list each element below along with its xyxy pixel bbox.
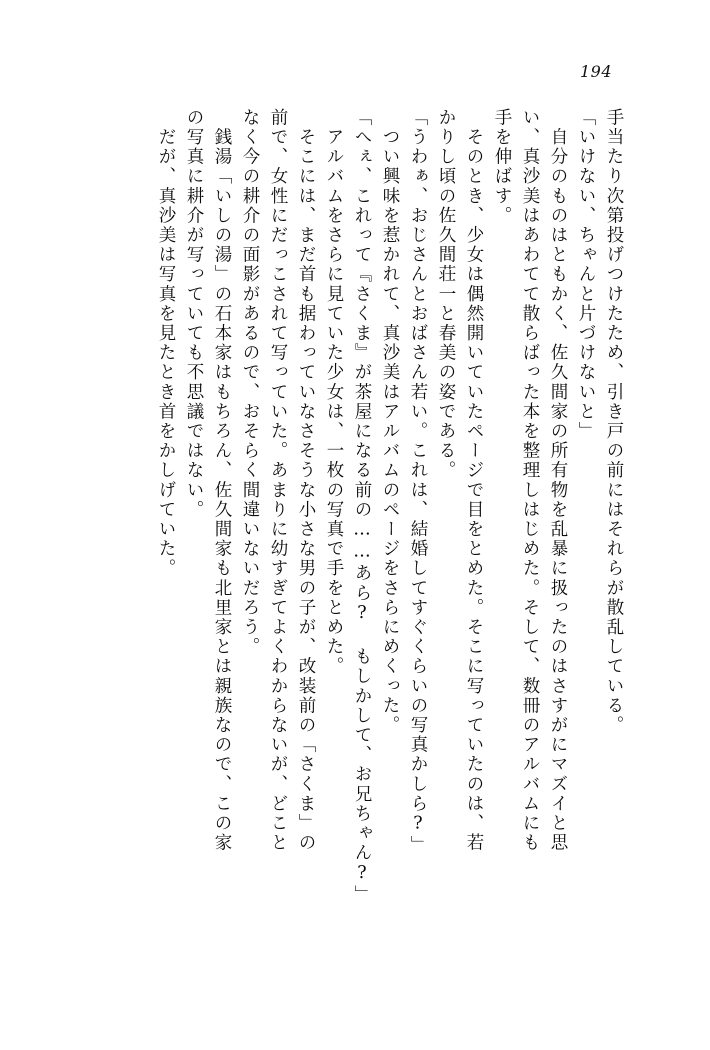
page-number: 194 xyxy=(579,62,612,81)
text-column: 「うわぁ、おじさんとおばさん若い。これは、結婚してすぐくらいの写真かしら?」 xyxy=(408,108,428,856)
vertical-text-block xyxy=(70,108,622,988)
text-column: アルバムをさらに見ていた少女は、一枚の写真で手をとめた。 xyxy=(324,108,344,677)
text-column: 「へぇ、これって『さくま』が茶屋になる前の……あら? もしかして、お兄ちゃん?」 xyxy=(352,108,372,905)
text-column: そのとき、少女は偶然開いていたページで目をとめた。そこに写っていたのは、若 xyxy=(464,108,484,853)
text-column: 手を伸ばす。 xyxy=(492,108,512,226)
text-column: なく今の耕介の面影があるので、おそらく間違いないだろう。 xyxy=(240,108,260,657)
text-column: い、真沙美はあわてて散らばった本を整理しはじめた。そして、数冊のアルバムにも xyxy=(520,108,540,853)
text-column: そこには、まだ首も据わっていなさそうな小さな男の子が、改装前の「さくま」の xyxy=(296,108,316,853)
text-column: の写真に耕介が写っていても不思議ではない。 xyxy=(184,108,204,520)
text-column: 自分のものはともかく、佐久間家の所有物を乱暴に扱ったのはさすがにマズイと思 xyxy=(548,108,568,853)
text-column: だが、真沙美は写真を見たとき首をかしげていた。 xyxy=(156,108,176,579)
text-column: 銭湯「いしの湯」の石本家はもちろん、佐久間家も北里家とは親族なので、この家 xyxy=(212,108,232,853)
text-column: かりし頃の佐久間荘一と春美の姿である。 xyxy=(436,108,456,481)
text-column: 前で、女性にだっこされて写っていた。あまりに幼すぎてよくわからないが、どこと xyxy=(268,108,288,853)
text-column: 手当たり次第投げつけたため、引き戸の前にはそれらが散乱している。 xyxy=(604,108,624,736)
text-column: つい興味を惹かれて、真沙美はアルバムのページをさらにめくった。 xyxy=(380,108,400,736)
text-column: 「いけない、ちゃんと片づけないと」 xyxy=(576,108,596,442)
